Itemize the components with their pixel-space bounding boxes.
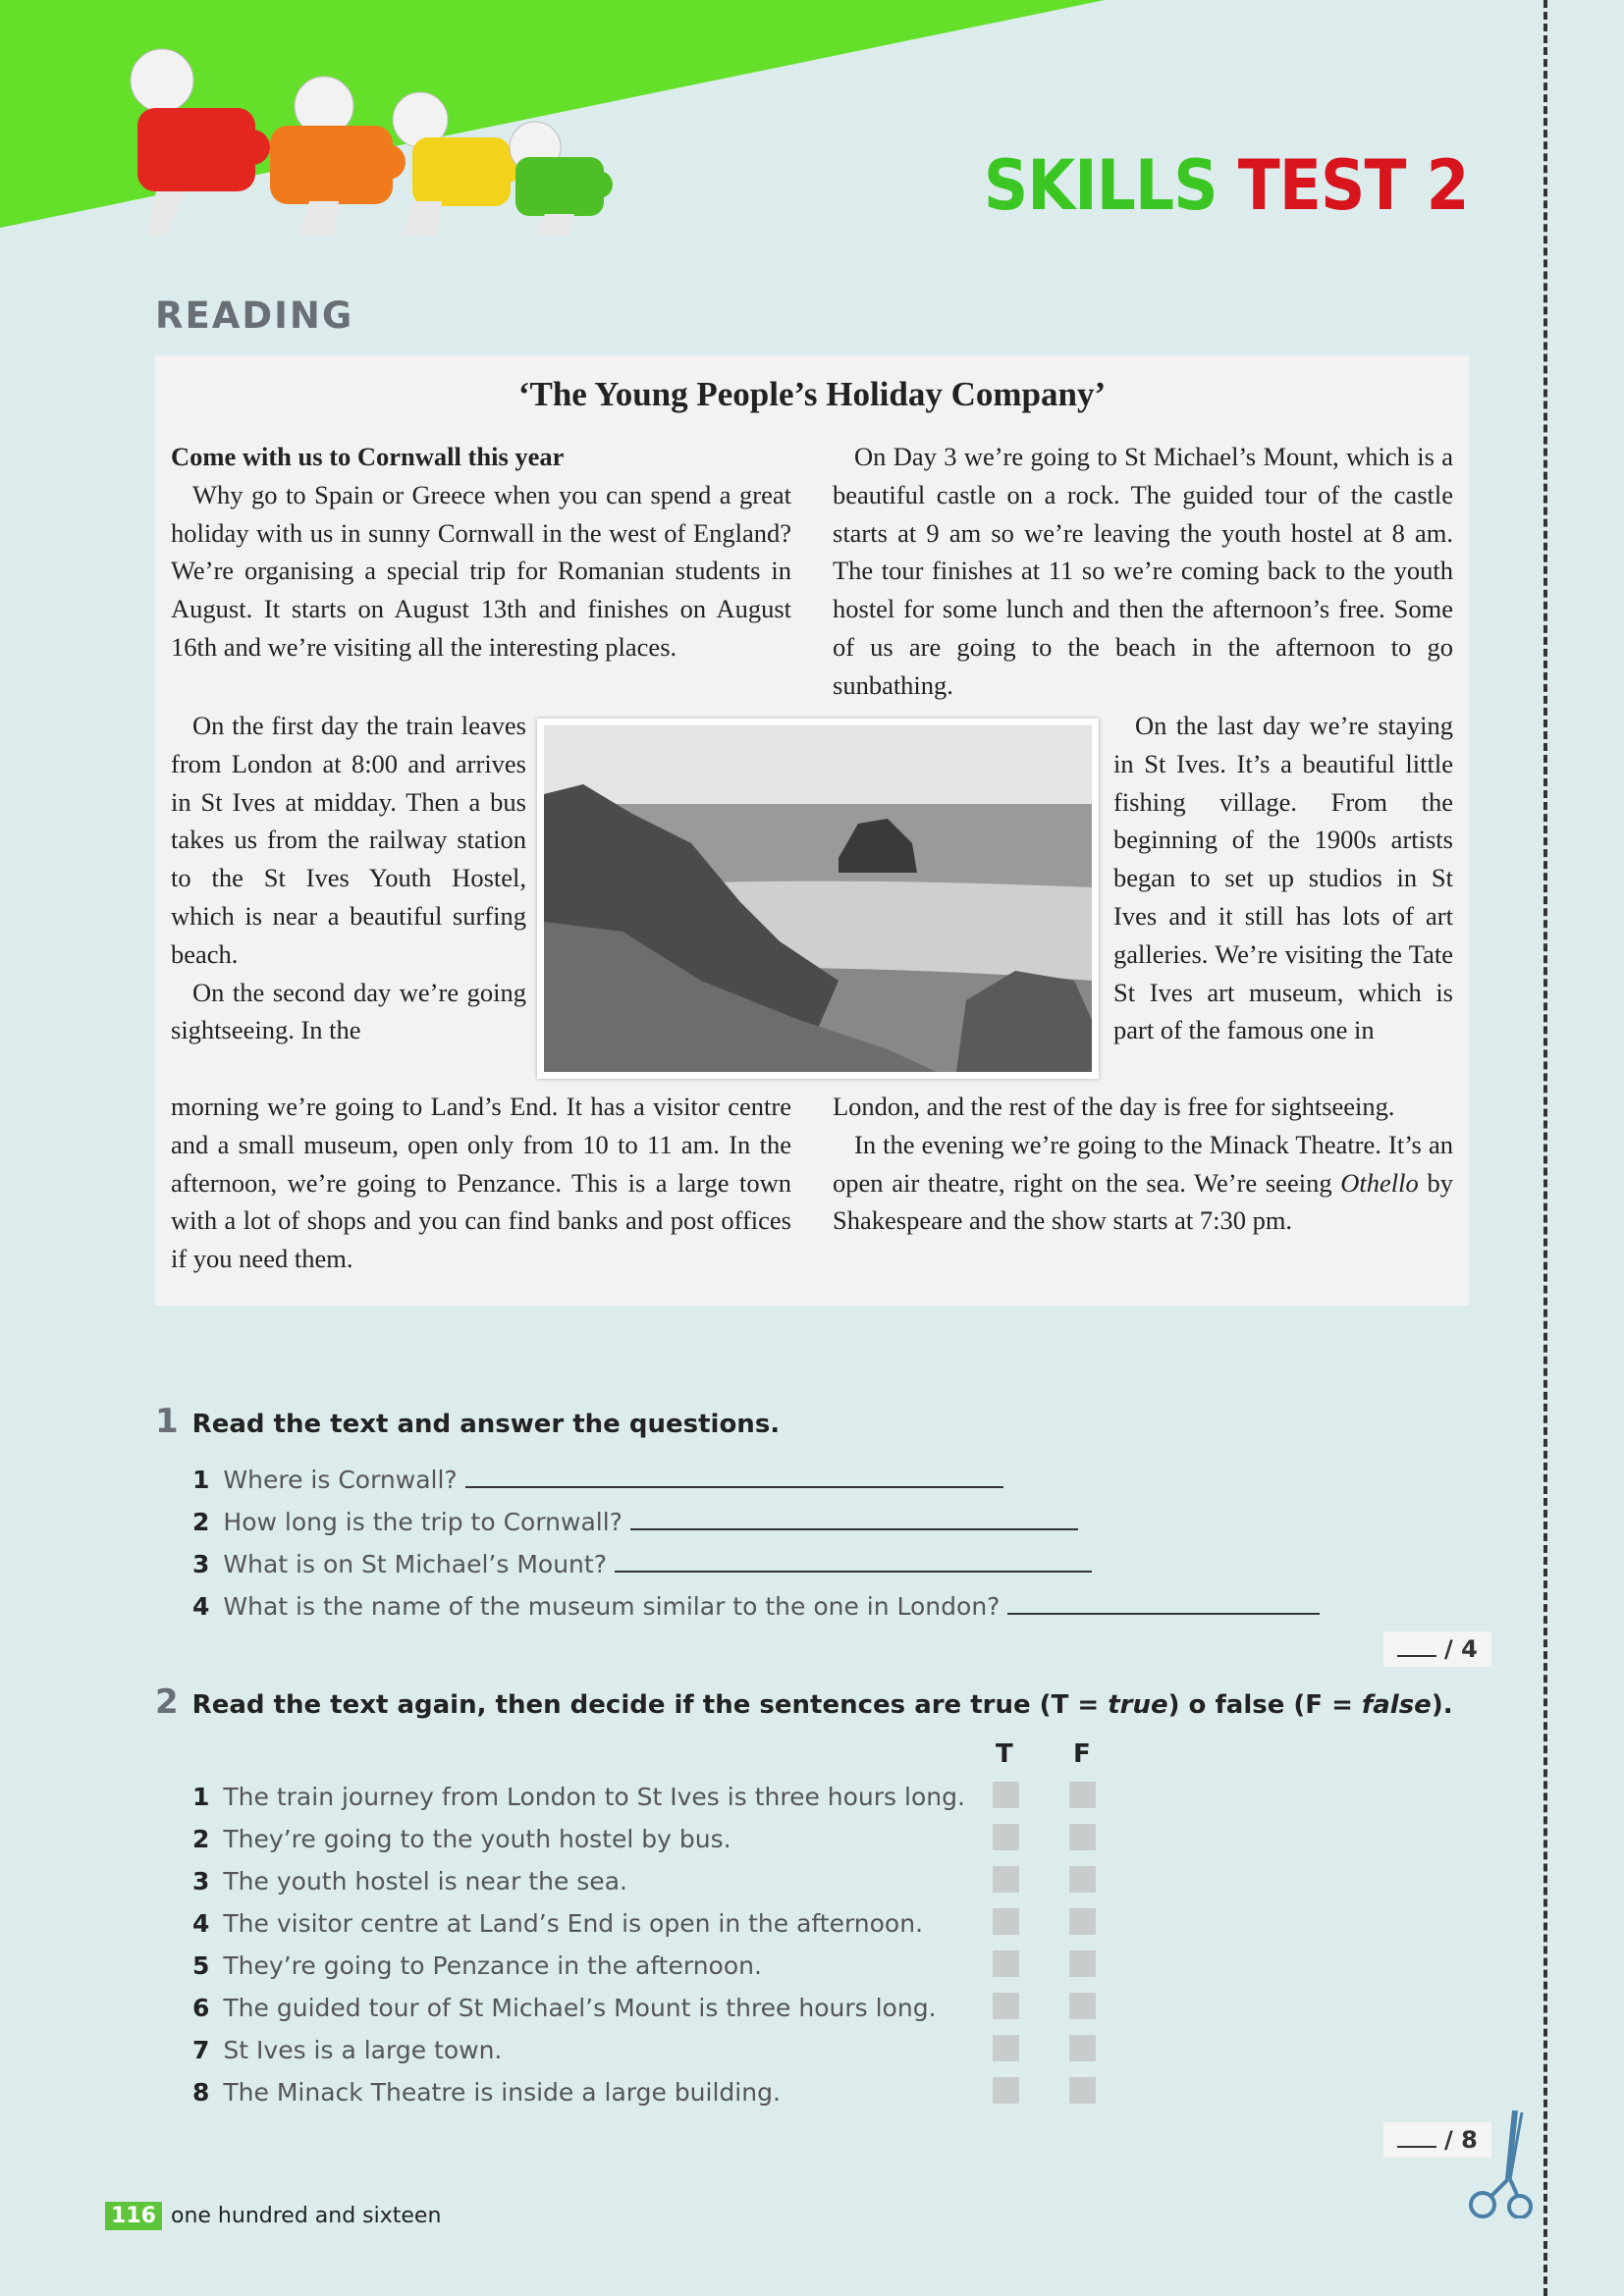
exercise-2-instruction-a: Read the text again, then decide if the sentences are true (T = bbox=[191, 1690, 1109, 1720]
article-box bbox=[155, 355, 1469, 1306]
statement-number: 3 bbox=[192, 1867, 210, 1896]
exercise-2-number: 2 bbox=[155, 1682, 179, 1722]
article-col1-top bbox=[171, 438, 791, 667]
exercise-1-instruction: Read the text and answer the questions. bbox=[191, 1410, 781, 1439]
statement-4 bbox=[192, 1909, 923, 1938]
statement-text: The train journey from London to St Ives is three hours long. bbox=[223, 1783, 965, 1811]
statement-2 bbox=[192, 1825, 731, 1853]
article-col1-bottom bbox=[171, 1088, 791, 1278]
false-checkbox-4[interactable] bbox=[1069, 1908, 1096, 1935]
section-heading: READING bbox=[155, 294, 354, 337]
question-text: Where is Cornwall? bbox=[223, 1466, 458, 1494]
article-paragraph-5-end: London, and the rest of the day is free for sightseeing. bbox=[833, 1092, 1395, 1121]
question-text: What is the name of the museum similar to the one in London? bbox=[223, 1592, 1001, 1621]
question-4 bbox=[192, 1591, 1320, 1621]
answer-line-1[interactable] bbox=[465, 1465, 1003, 1488]
statement-text: The visitor centre at Land’s End is open in the afternoon. bbox=[223, 1909, 924, 1938]
statement-text: The Minack Theatre is inside a large building. bbox=[223, 2078, 781, 2107]
answer-line-2[interactable] bbox=[630, 1507, 1078, 1530]
statement-number: 6 bbox=[192, 1994, 210, 2022]
page-number-words: one hundred and sixteen bbox=[171, 2204, 442, 2228]
article-paragraph-3-end: morning we’re going to Land’s End. It has a visitor centre and a small museum, open only from 10 to 11 am. In the afternoon, we’re going to Penzance. This is a large town with a lot of shops and you can find banks and post offices if you need them. bbox=[171, 1092, 791, 1274]
false-checkbox-2[interactable] bbox=[1069, 1824, 1096, 1850]
answer-line-4[interactable] bbox=[1007, 1591, 1320, 1615]
article-col2-bottom bbox=[833, 1088, 1453, 1240]
exercise-1-heading bbox=[155, 1402, 780, 1441]
title-skills: SKILLS bbox=[984, 145, 1218, 226]
question-3 bbox=[192, 1549, 1092, 1578]
article-col2-wrap bbox=[1113, 707, 1453, 1049]
statement-text: They’re going to Penzance in the afternoon. bbox=[223, 1951, 762, 1980]
page-number: 116 bbox=[105, 2202, 162, 2230]
question-text: What is on St Michael’s Mount? bbox=[223, 1550, 607, 1578]
article-paragraph-4: On Day 3 we’re going to St Michael’s Mount, which is a beautiful castle on a rock. The guided tour of the castle starts at 9 am so we’re leaving the youth hostel at 8 am. The tour finishes at 11 so we’re coming back to the youth hostel for some lunch and then the afternoon’s free. Some of us are going to the beach in the afternoon to go sunbathing. bbox=[833, 442, 1453, 700]
false-checkbox-3[interactable] bbox=[1069, 1866, 1096, 1893]
statement-5 bbox=[192, 1951, 762, 1980]
true-checkbox-7[interactable] bbox=[993, 2035, 1019, 2061]
false-checkbox-1[interactable] bbox=[1069, 1782, 1096, 1808]
article-paragraph-6-a: In the evening we’re going to the Minack Theatre. It’s an open air theatre, right on the sea. We’re seeing bbox=[833, 1129, 1453, 1198]
article-play-title: Othello bbox=[1340, 1167, 1419, 1198]
statement-8 bbox=[192, 2078, 781, 2107]
statement-number: 2 bbox=[192, 1825, 210, 1853]
true-checkbox-3[interactable] bbox=[993, 1866, 1019, 1893]
question-text: How long is the trip to Cornwall? bbox=[223, 1508, 623, 1536]
statement-7 bbox=[192, 2036, 502, 2064]
statement-number: 5 bbox=[192, 1951, 210, 1980]
false-checkbox-7[interactable] bbox=[1069, 2035, 1096, 2061]
statement-number: 1 bbox=[192, 1783, 210, 1811]
question-number: 4 bbox=[192, 1592, 210, 1621]
article-col2-top bbox=[833, 438, 1453, 705]
article-paragraph-1: Why go to Spain or Greece when you can spend a great holiday with us in sunny Cornwall in the west of England? We’re organising a special trip for Romanian students in August. It starts on August 13th and finishes on August 16th and we’re visiting all the interesting places. bbox=[171, 479, 791, 662]
statement-6 bbox=[192, 1994, 937, 2022]
false-checkbox-5[interactable] bbox=[1069, 1950, 1096, 1977]
score-text: / 8 bbox=[1444, 2126, 1478, 2154]
cut-line bbox=[1543, 0, 1547, 2296]
statement-number: 7 bbox=[192, 2036, 210, 2064]
article-title: ‘The Young People’s Holiday Company’ bbox=[517, 375, 1107, 413]
page-title bbox=[984, 145, 1469, 226]
question-number: 3 bbox=[192, 1550, 210, 1578]
answer-line-3[interactable] bbox=[615, 1549, 1092, 1573]
scissors-icon bbox=[1461, 2110, 1540, 2218]
article-paragraph-2: On the first day the train leaves from London at 8:00 and arrives in St Ives at midday. Then a bus takes us from the railway station to the St Ives Youth Hostel, which is near a beautiful surfing beach. bbox=[171, 711, 526, 969]
true-checkbox-8[interactable] bbox=[993, 2077, 1019, 2104]
score-text: / 4 bbox=[1444, 1635, 1478, 1663]
statement-text: The youth hostel is near the sea. bbox=[223, 1867, 627, 1896]
false-checkbox-6[interactable] bbox=[1069, 1993, 1096, 2019]
true-checkbox-5[interactable] bbox=[993, 1950, 1019, 1977]
article-paragraph-5-start: On the last day we’re staying in St Ives. It’s a beautiful little fishing village. From the beginning of the 1900s artists began to set up studios in St Ives and it still has lots of art galleries. We’re visiting the Tate St Ives art museum, which is part of the famous one in bbox=[1113, 711, 1453, 1045]
true-checkbox-2[interactable] bbox=[993, 1824, 1019, 1850]
statement-number: 4 bbox=[192, 1909, 210, 1938]
statement-text: St Ives is a large town. bbox=[223, 2036, 503, 2064]
article-subtitle: Come with us to Cornwall this year bbox=[171, 442, 565, 471]
exercise-2-instruction-false: false bbox=[1361, 1690, 1432, 1720]
title-test-number: TEST 2 bbox=[1238, 145, 1469, 226]
false-column-header: F bbox=[1073, 1739, 1091, 1769]
true-column-header: T bbox=[996, 1739, 1013, 1769]
statement-3 bbox=[192, 1867, 627, 1896]
question-number: 1 bbox=[192, 1466, 210, 1494]
exercise-2-instruction-true: true bbox=[1108, 1690, 1168, 1720]
true-checkbox-6[interactable] bbox=[993, 1993, 1019, 2019]
statement-text: They’re going to the youth hostel by bus. bbox=[223, 1825, 731, 1853]
statement-number: 8 bbox=[192, 2078, 210, 2107]
statement-1 bbox=[192, 1783, 965, 1811]
exercise-2-heading bbox=[155, 1682, 1453, 1722]
question-2 bbox=[192, 1507, 1078, 1536]
exercise-1-score bbox=[1383, 1631, 1491, 1667]
article-paragraph-6-b: by Shakespeare and the show starts at 7:30 pm. bbox=[833, 1167, 1454, 1236]
true-checkbox-1[interactable] bbox=[993, 1782, 1019, 1808]
exercise-2-instruction-b: ) o false (F = bbox=[1167, 1690, 1362, 1720]
article-paragraph-3-start: On the second day we’re going sightseeing. In the bbox=[171, 977, 526, 1045]
false-checkbox-8[interactable] bbox=[1069, 2077, 1096, 2104]
question-1 bbox=[192, 1465, 1003, 1494]
exercise-1-number: 1 bbox=[155, 1402, 179, 1441]
coast-photo bbox=[537, 719, 1099, 1079]
statement-text: The guided tour of St Michael’s Mount is three hours long. bbox=[223, 1994, 937, 2022]
question-number: 2 bbox=[192, 1508, 210, 1536]
true-checkbox-4[interactable] bbox=[993, 1908, 1019, 1935]
exercise-2-instruction-c: ). bbox=[1431, 1690, 1453, 1720]
article-col1-wrap bbox=[171, 707, 526, 1049]
